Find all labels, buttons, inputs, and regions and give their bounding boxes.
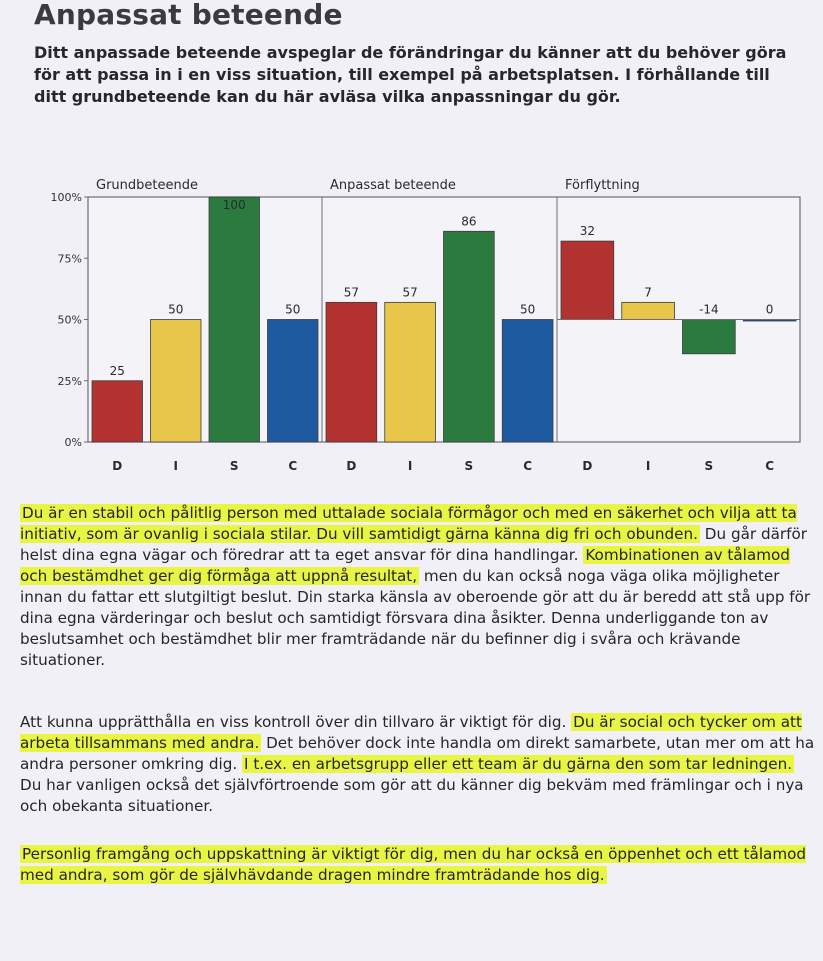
category-label: D (346, 459, 357, 473)
bar-i (151, 320, 202, 443)
bar-i (622, 302, 675, 319)
bar-s (683, 320, 736, 354)
body-text: Att kunna upprätthålla en viss kontroll över din tillvaro är viktigt för dig. (20, 713, 572, 731)
category-label: D (112, 459, 123, 473)
highlighted-text: Personlig framgång och uppskattning är viktigt för dig, men du har också en öppenhet och ett tålamod med andra, som gör de självhävdande dragen mindre framträdande hos dig. (20, 845, 807, 884)
value-label: 0 (765, 302, 774, 317)
value-label: 25 (109, 363, 125, 378)
value-label: 7 (644, 285, 652, 300)
value-label: 50 (168, 302, 184, 317)
bar-d (561, 241, 614, 319)
y-tick-label: 50% (57, 313, 82, 327)
y-tick-label: 75% (57, 252, 82, 266)
category-label: S (704, 459, 714, 473)
body-text: men du kan också noga väga olika möjligheter innan du fattar ett slutgiltigt beslut. Din starka känsla av oberoende gör att du är beredd att stå upp för dina egna värderingar och beslut och samtidigt försvara dina åsikter. Denna underliggande ton av beslutsamhet och bestämdhet blir mer framträdande när du befinner dig i svåra och krävande situationer. (20, 567, 811, 669)
value-label: 32 (579, 224, 596, 239)
page-title: Anpassat beteende (34, 0, 343, 31)
bar-c (268, 320, 319, 443)
body-paragraph-3 (20, 844, 815, 886)
value-label: 50 (519, 302, 536, 317)
bar-d (326, 302, 377, 442)
category-label: S (229, 459, 239, 473)
panel-title: Anpassat beteende (330, 178, 456, 193)
value-label: 57 (402, 285, 418, 300)
disc-chart (0, 150, 823, 480)
body-paragraph-2 (20, 712, 815, 817)
intro-paragraph: Ditt anpassade beteende avspeglar de förändringar du känner att du behöver göra för att passa in i en viss situation, till exempel på arbetsplatsen. I förhållande till ditt grundbeteende kan du här avläsa vilka anpassningar du gör. (34, 43, 787, 106)
value-label: 50 (285, 302, 301, 317)
body-paragraph-1 (20, 503, 815, 671)
y-tick-label: 0% (64, 436, 82, 449)
body-text: Du har vanligen också det självförtroende som gör att du känner dig bekväm med främlingar och i nya och obekanta situationer. (20, 776, 804, 815)
category-label: I (407, 459, 413, 473)
highlighted-text: Du är en stabil och pålitlig person med uttalade sociala förmågor och med en säkerhet och vilja att ta initiativ, som är ovanlig i sociala stilar. Du vill samtidigt gärna känna dig fri och obunden. (20, 504, 797, 543)
panel-title: Förflyttning (565, 178, 640, 193)
panel-title: Grundbeteende (96, 178, 198, 193)
value-label: 57 (343, 285, 360, 300)
bar-d (92, 381, 143, 442)
category-label: I (645, 459, 651, 473)
bar-s (444, 231, 495, 442)
body-text: Du går därför helst dina egna vägar och föredrar att ta eget ansvar för dina handlingar. (20, 525, 808, 564)
category-label: I (173, 459, 178, 473)
category-label: C (765, 459, 775, 473)
category-label: S (464, 459, 474, 473)
bar-i (385, 302, 436, 442)
bar-s (209, 197, 260, 442)
highlighted-text: Kombinationen av tålamod och bestämdhet ger dig förmåga att uppnå resultat, (20, 546, 790, 585)
value-label: 86 (461, 214, 477, 229)
body-text: Det behöver dock inte handla om direkt samarbete, utan mer om att ha andra personer omkring dig. (20, 734, 815, 773)
value-label: 100 (222, 198, 246, 212)
category-label: C (523, 459, 533, 473)
highlighted-text: I t.ex. en arbetsgrupp eller ett team är du gärna den som tar ledningen. (244, 755, 793, 773)
y-tick-label: 100% (50, 191, 82, 204)
category-label: D (582, 459, 593, 473)
bar-c (502, 320, 553, 443)
y-tick-label: 25% (57, 374, 82, 388)
highlighted-text: Du är social och tycker om att arbeta tillsammans med andra. (20, 713, 802, 752)
category-label: C (288, 459, 298, 473)
value-label: -14 (699, 302, 719, 317)
